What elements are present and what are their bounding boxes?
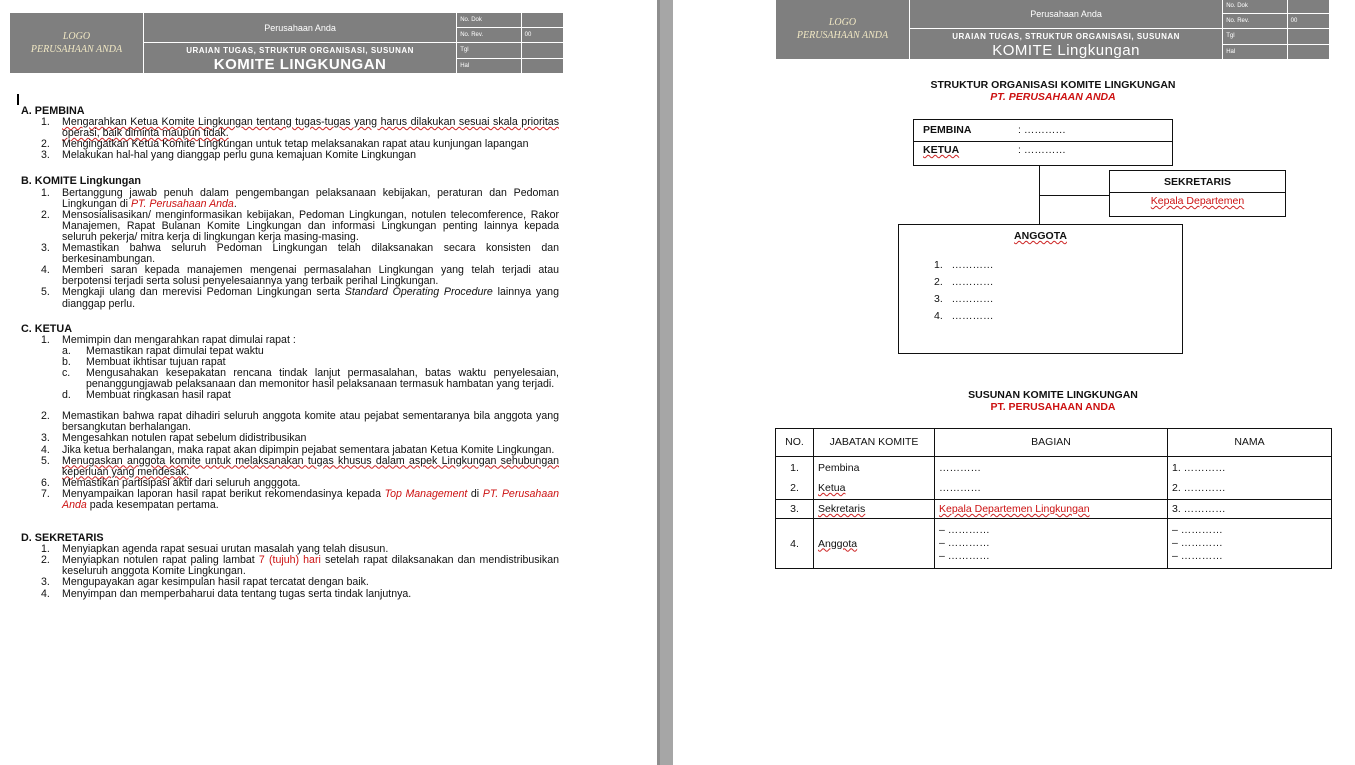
company-logo: LOGO PERUSAHAAN ANDA <box>776 0 910 60</box>
list-item: 3. Melakukan hal-hal yang dianggap perlu guna kemajuan Komite Lingkungan <box>41 149 416 162</box>
list-item: 3. Mengupayakan agar kesimpulan hasil rapat tercatat dengan baik. <box>41 576 369 589</box>
list-item: 1. Mengarahkan Ketua Komite Lingkungan tentang tugas-tugas yang harus dilakukan sesuai skala prioritas operasi, baik diminta maupun tidak. <box>41 116 559 140</box>
org-anggota-list <box>934 257 994 325</box>
document-title <box>143 43 456 74</box>
list-item: 2. Mengingatkan Ketua Komite Lingkungan untuk tetap melaksanakan rapat atau kunjungan lapangan <box>41 138 529 151</box>
document-page-right <box>673 0 1355 765</box>
org-value-sekretaris: Kepala Departemen <box>1150 195 1245 207</box>
list-sekretaris <box>21 544 559 599</box>
field-value-tgl <box>1287 29 1329 45</box>
document-main-title: KOMITE LINGKUNGAN <box>213 56 387 73</box>
field-label-tgl: Tgl <box>457 43 521 59</box>
company-logo: LOGO PERUSAHAAN ANDA <box>10 13 144 74</box>
field-label-no-rev: No. Rev. <box>457 28 521 43</box>
sublist-ketua <box>62 346 559 401</box>
col-header-bagian: BAGIAN <box>935 429 1168 457</box>
field-value-no-dok <box>1287 0 1329 14</box>
document-main-title: KOMITE Lingkungan <box>992 42 1140 59</box>
field-value-hal <box>1287 44 1329 60</box>
list-item: 1. Memimpin dan mengarahkan rapat dimulai rapat : a. Memastikan rapat dimulai tepat waktu b. Membuat ikhtisar tujuan rapat c. Mengusahakan kesepakatan rencana tindak lanjut permasalahan, batas waktu penyelesaian, penanggungjawab pelaksanaan dan memonitor hasil pelaksanaan termasuk hambatan yang terjadi. d. Membuat ringkasan hasil rapat <box>41 333 559 402</box>
field-value-hal <box>521 58 563 74</box>
list-item: 4. Jika ketua berhalangan, maka rapat akan dipimpin pejabat sementara jabatan Ketua Komite Lingkungan. <box>41 443 555 456</box>
field-label-no-rev: No. Rev. <box>1223 14 1287 29</box>
susunan-company: PT. PERUSAHAAN ANDA <box>990 401 1116 413</box>
field-label-tgl: Tgl <box>1223 29 1287 45</box>
field-label-no-dok: No. Dok <box>457 13 521 28</box>
document-header <box>775 0 1330 60</box>
susunan-heading <box>853 389 1253 413</box>
org-value-ketua: : ………… <box>1018 144 1066 156</box>
document-body[interactable] <box>21 106 559 600</box>
list-komite <box>21 188 559 310</box>
org-box-pembina-ketua <box>913 119 1173 166</box>
col-header-jabatan: JABATAN KOMITE <box>814 429 935 457</box>
section-title-pembina: A. PEMBINA <box>21 105 85 117</box>
org-label-pembina: PEMBINA <box>923 124 972 136</box>
company-name: Perusahaan Anda <box>909 0 1222 29</box>
document-subtitle: URAIAN TUGAS, STRUKTUR ORGANISASI, SUSUNAN <box>186 46 414 55</box>
table-header-row <box>776 429 1332 457</box>
list-item: 2. Menyiapkan notulen rapat paling lambat 7 (tujuh) hari setelah rapat dilaksanakan dan mendistribusikan keseluruh anggota Komite Lingkungan. <box>41 554 559 578</box>
list-ketua <box>21 335 559 511</box>
field-value-no-rev: 00 <box>521 28 563 43</box>
org-connector-horizontal <box>1039 195 1109 196</box>
field-value-no-dok <box>521 13 563 28</box>
col-header-no: NO. <box>776 429 814 457</box>
org-box-anggota <box>898 224 1183 354</box>
document-page-left <box>0 0 657 765</box>
page-gutter <box>657 0 673 765</box>
table-row: 3. Sekretaris Kepala Departemen Lingkungan 3. ………… <box>776 500 1332 519</box>
list-item: 7. Menyampaikan laporan hasil rapat berikut rekomendasinya kepada Top Management di PT. Perusahaan Anda pada kesempatan pertama. <box>41 487 560 511</box>
list-item: 2. Mensosialisasikan/ menginformasikan kebijakan, Pedoman Lingkungan, notulen telecomference, Rakor Manajemen, Rapat Bulanan Komite Lingkungan dan informasi Lingkungan penting lainnya kepada seluruh pekerja/ mitra kerja di lingkungan kerja masing-masing. <box>41 208 559 243</box>
col-header-nama: NAMA <box>1168 429 1332 457</box>
field-value-tgl <box>521 43 563 59</box>
sublist-item: a. Memastikan rapat dimulai tepat waktu <box>62 344 264 357</box>
document-header <box>9 12 564 74</box>
table-row: 1. 2. Pembina Ketua ………… ………… 1. ………… 2. ………… <box>776 457 1332 500</box>
list-item: 3. Memastikan bahwa seluruh Pedoman Lingkungan telah dilaksanakan secara konsisten dan berkesinambungan. <box>41 242 559 266</box>
section-title-komite: B. KOMITE Lingkungan <box>21 175 141 188</box>
list-item: 1. Menyiapkan agenda rapat sesuai urutan masalah yang telah disusun. <box>41 543 389 556</box>
list-item: 4. ………… <box>934 310 994 322</box>
sublist-item: c. Mengusahakan kesepakatan rencana tindak lanjut permasalahan, batas waktu penyelesaian, penanggungjawab pelaksanaan dan memonitor hasil pelaksanaan termasuk hambatan yang terjadi. <box>62 366 559 391</box>
list-item: 6. Memastikan partisipasi aktif dari seluruh angggota. <box>41 476 301 489</box>
list-item: 1. ………… <box>934 259 994 271</box>
field-label-hal: Hal <box>457 58 521 74</box>
org-label-sekretaris: SEKRETARIS <box>1164 176 1231 188</box>
list-item: 4. Menyimpan dan memperbaharui data tentang tugas serta tindak lanjutnya. <box>41 587 412 600</box>
section-title-ketua: C. KETUA <box>21 322 72 335</box>
susunan-table <box>775 428 1332 569</box>
list-item: 4. Memberi saran kepada manajemen mengenai permasalahan Lingkungan yang telah terjadi atau berpotensi terjadi serta solusi penyelesaiannya yang terbaik perihal Lingkungan. <box>41 264 559 288</box>
org-label-ketua: KETUA <box>923 144 960 156</box>
org-structure-company: PT. PERUSAHAAN ANDA <box>990 91 1116 103</box>
susunan-title: SUSUNAN KOMITE LINGKUNGAN <box>968 389 1138 401</box>
org-structure-title: STRUKTUR ORGANISASI KOMITE LINGKUNGAN <box>930 79 1176 91</box>
section-title-sekretaris: D. SEKRETARIS <box>21 532 104 545</box>
sublist-item: b. Membuat ikhtisar tujuan rapat <box>62 355 226 368</box>
org-box-sekretaris <box>1109 170 1286 217</box>
sublist-item: d. Membuat ringkasan hasil rapat <box>62 389 231 402</box>
org-structure-heading <box>853 79 1253 103</box>
list-item: 2. Memastikan bahwa rapat dihadiri seluruh anggota komite atau pejabat sementaranya bila anggota yang bersangkutan berhalangan. <box>41 410 559 434</box>
list-item: 1. Bertanggung jawab penuh dalam pengembangan pelaksanaan kebijakan, peraturan dan Pedoman Lingkungan di PT. Perusahaan Anda. <box>41 186 559 210</box>
list-item: 3. Mengesahkan notulen rapat sebelum didistribusikan <box>41 432 307 445</box>
org-label-anggota: ANGGOTA <box>1014 230 1067 242</box>
list-item: 2. ………… <box>934 276 994 288</box>
document-subtitle: URAIAN TUGAS, STRUKTUR ORGANISASI, SUSUNAN <box>952 32 1180 41</box>
field-label-no-dok: No. Dok <box>1223 0 1287 14</box>
field-value-no-rev: 00 <box>1287 14 1329 29</box>
text-cursor <box>17 94 19 105</box>
list-item: 3. ………… <box>934 293 994 305</box>
list-item: 5. Menugaskan anggota komite untuk melaksanakan tugas khusus dalam aspek Lingkungan sehubungan keperluan yang mendesak. <box>41 454 559 478</box>
table-row: 4. Anggota – ………… – ………… – ………… – ………… – ………… – ………… <box>776 519 1332 569</box>
org-value-pembina: : ………… <box>1018 124 1066 136</box>
list-pembina <box>21 117 559 161</box>
document-title <box>909 29 1222 60</box>
list-item: 5. Mengkaji ulang dan merevisi Pedoman Lingkungan serta Standard Operating Procedure lainnya yang dianggap perlu. <box>41 286 559 310</box>
field-label-hal: Hal <box>1223 44 1287 60</box>
company-name: Perusahaan Anda <box>143 13 456 43</box>
